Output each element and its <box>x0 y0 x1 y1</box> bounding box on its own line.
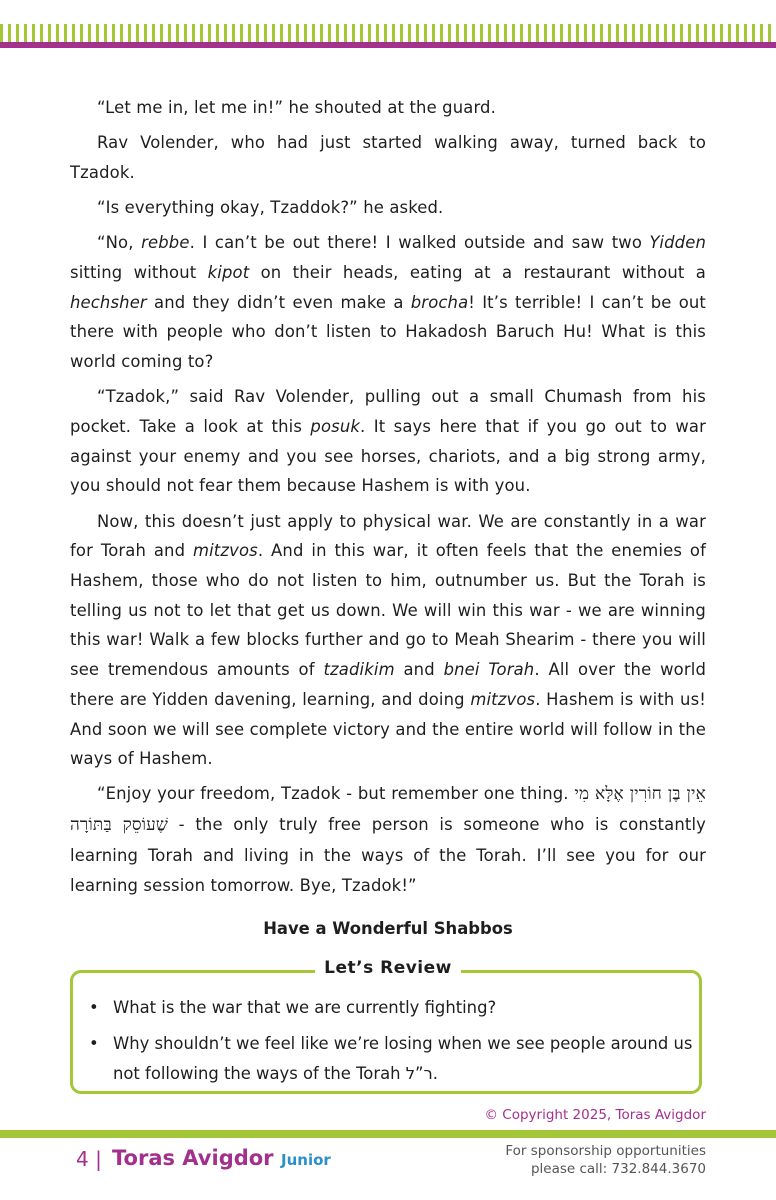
bullet-icon: • <box>89 998 99 1017</box>
top-tick-border <box>0 24 776 42</box>
text-run: . I can’t be out there! I walked outside and saw two <box>189 233 650 253</box>
italic-term: posuk <box>310 417 361 437</box>
text-run: and they didn’t even make a <box>146 292 411 312</box>
review-title <box>0 958 776 978</box>
italic-term: Yidden <box>649 233 707 253</box>
text-run: Now, this doesn’t just apply to physical war. We are constantly in a war for Torah and <box>70 511 706 561</box>
text-run: “Let me in, let me in!” he shouted at the guard. <box>97 98 496 117</box>
review-questions <box>86 993 696 1095</box>
sponsor-line: For sponsorship opportunities <box>505 1143 706 1159</box>
text-run: . Hashem is with us! And soon we will see complete victory and the entire world will follow in the ways of Hashem. <box>70 689 706 769</box>
italic-term: bnei Torah <box>443 660 535 680</box>
copyright-notice: © Copyright 2025, Toras Avigdor <box>484 1107 706 1123</box>
story-paragraph <box>70 779 706 900</box>
sponsor-phone-line: please call: 732.844.3670 <box>530 1161 706 1177</box>
italic-term: rebbe <box>141 233 190 253</box>
italic-term: mitzvos <box>192 541 258 561</box>
brand-logo-junior: Junior <box>281 1151 331 1169</box>
bullet-icon: • <box>89 1034 99 1053</box>
text-run: . It says here that if you go out to war against your enemy and you see horses, chariots, and a big strong army, you should not fear them because Hashem is with you. <box>70 417 706 496</box>
text-run: “Enjoy your freedom, Tzadok - but remember one thing. <box>97 784 575 804</box>
brand-logo-title: Toras Avigdor <box>112 1146 274 1170</box>
story-paragraph <box>70 228 706 377</box>
text-run: Rav Volender, who had just started walking away, turned back to Tzadok. <box>70 133 706 182</box>
question-text: Why shouldn’t we feel like we’re losing when we see people around us not following the ways of the Torah ר”ל. <box>113 1034 693 1083</box>
italic-term: hechsher <box>70 292 147 312</box>
page-number: 4 | <box>76 1147 102 1171</box>
review-question <box>86 993 696 1023</box>
text-run: “No, <box>97 233 142 253</box>
review-title-text: Let’s Review <box>315 958 461 978</box>
question-text: What is the war that we are currently fighting? <box>113 998 497 1017</box>
italic-term: kipot <box>207 263 250 283</box>
story-paragraph <box>70 507 706 774</box>
italic-term: brocha <box>410 292 469 312</box>
italic-term: mitzvos <box>470 689 536 709</box>
text-run: “Is everything okay, Tzaddok?” he asked. <box>97 198 444 218</box>
review-question <box>86 1029 696 1089</box>
bottom-green-bar <box>0 1130 776 1138</box>
text-run: “Tzadok,” said Rav Volender, pulling out a small Chumash from his pocket. Take a look at this <box>70 387 706 437</box>
italic-term: tzadikim <box>323 660 395 680</box>
sponsorship-info <box>505 1142 706 1178</box>
text-run: . And in this war, it often feels that the enemies of Hashem, those who do not listen to him, outnumber us. But the Torah is telling us not to let that get us down. We will win this war - we are winning this war! Walk a few blocks further and go to Meah Shearim - there you will see tremendous amounts of <box>70 541 706 680</box>
text-run: ! It’s terrible! I can’t be out there with people who don’t listen to Hakadosh Baruch Hu! What is this world coming to? <box>70 292 706 372</box>
text-run: on their heads, eating at a restaurant without a <box>249 263 706 283</box>
story-paragraph <box>70 193 706 223</box>
story-paragraph <box>70 382 706 501</box>
text-run: - the only truly free person is someone who is constantly learning Torah and living in the ways of the Torah. I’ll see you for our learning session tomorrow. Bye, Tzadok!” <box>70 815 706 895</box>
text-run: . All over the world there are Yidden davening, learning, and doing <box>70 660 707 709</box>
hebrew-quote: אֵין בֶּן חוֹרִין אֶלָּא מִי שֶׁעוֹסֵק בַּתּוֹרָה <box>70 784 706 836</box>
text-run: sitting without <box>70 263 208 283</box>
top-purple-bar <box>0 42 776 48</box>
closing-line: Have a Wonderful Shabbos <box>263 919 513 938</box>
story-text <box>70 93 706 906</box>
text-run: and <box>394 660 444 680</box>
story-paragraph <box>70 128 706 187</box>
story-paragraph <box>70 93 706 123</box>
